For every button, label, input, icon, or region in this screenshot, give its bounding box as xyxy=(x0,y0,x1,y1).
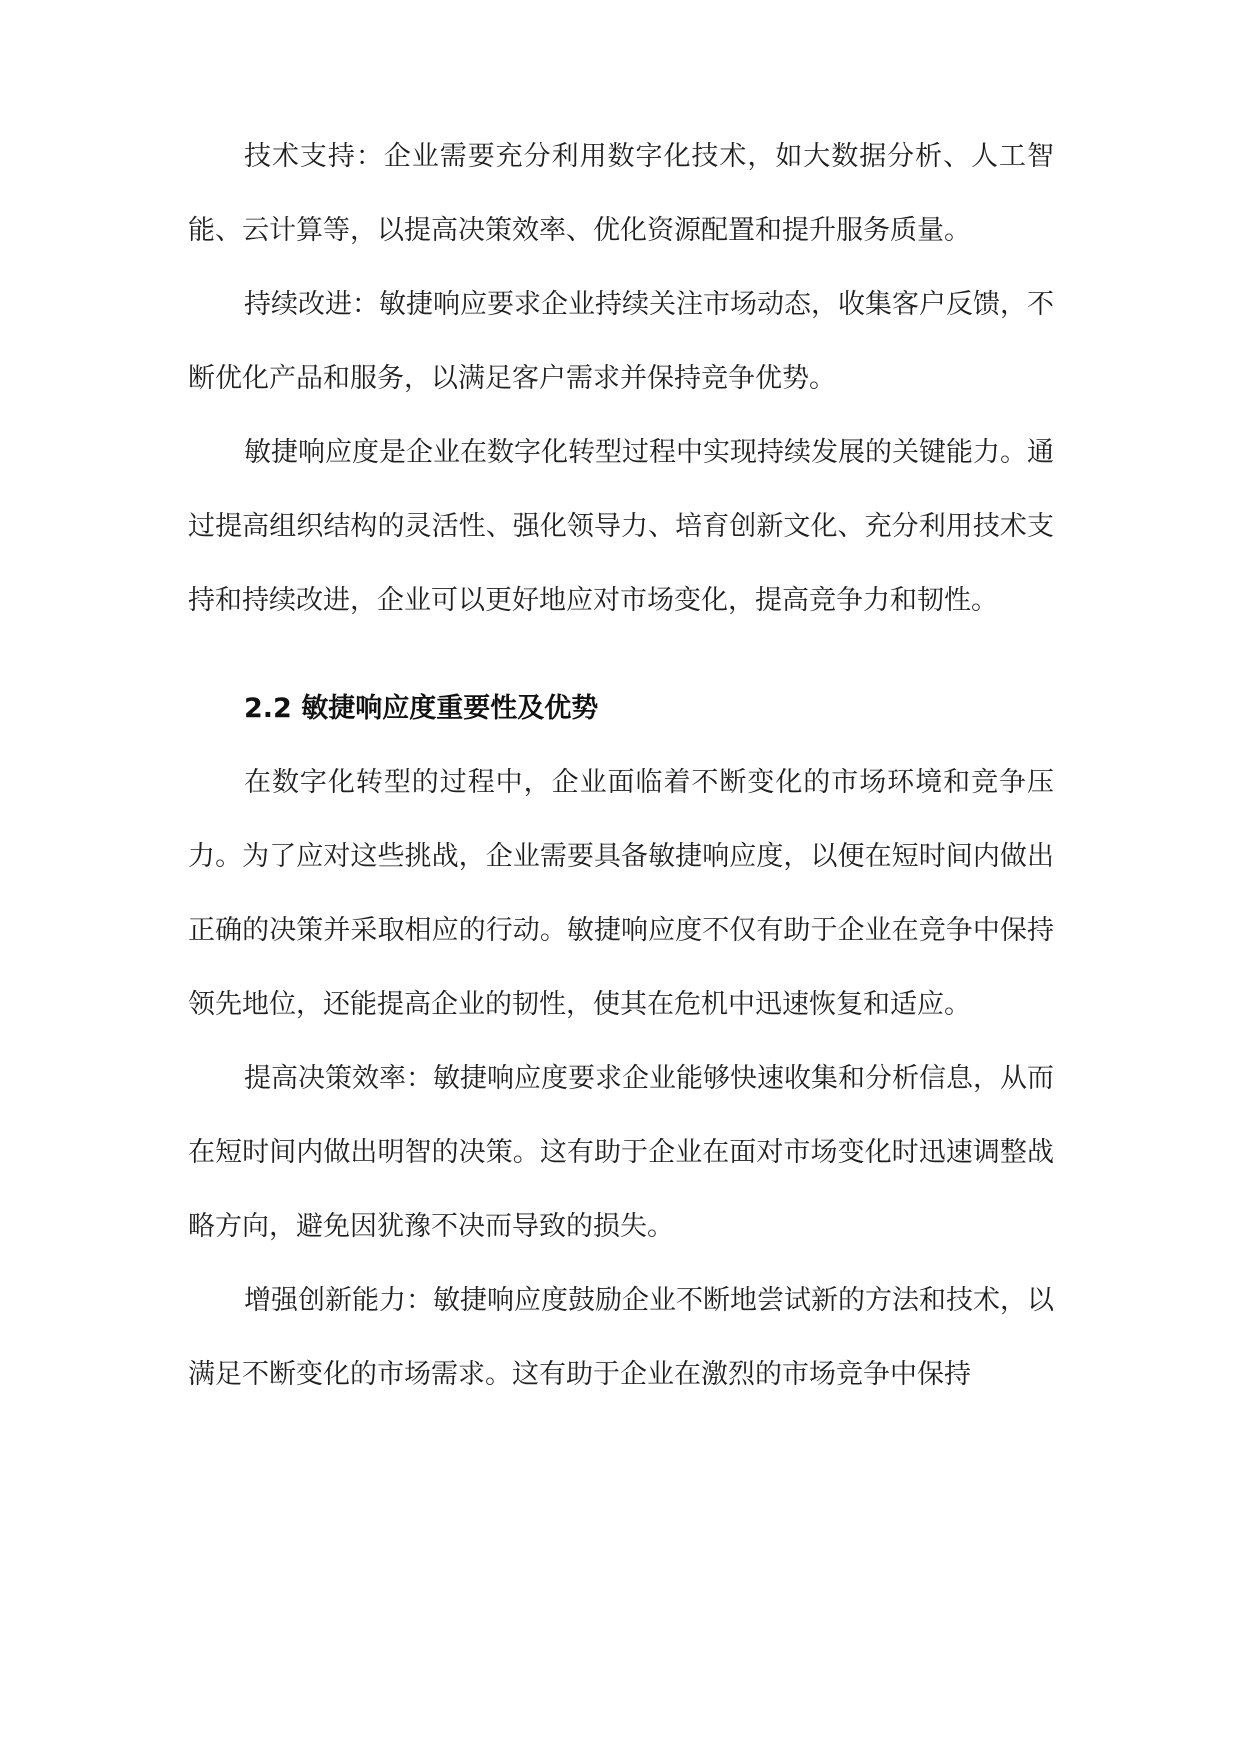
paragraph-section-intro: 在数字化转型的过程中，企业面临着不断变化的市场环境和竞争压力。为了应对这些挑战，企业需要具备敏捷响应度，以便在短时间内做出正确的决策并采取相应的行动。敏捷响应度不仅有助于企业在竞争中保持领先地位，还能提高企业的韧性，使其在危机中迅速恢复和适应。 xyxy=(188,767,1054,1020)
paragraph-innovation-ability: 增强创新能力：敏捷响应度鼓励企业不断地尝试新的方法和技术，以满足不断变化的市场需求。这有助于企业在激烈的市场竞争中保持 xyxy=(188,1285,1054,1390)
document-body xyxy=(188,120,1054,1412)
section-heading: 2.2 敏捷响应度重要性及优势 xyxy=(244,693,599,724)
paragraph-technical-support: 技术支持：企业需要充分利用数字化技术，如大数据分析、人工智能、云计算等，以提高决策效率、优化资源配置和提升服务质量。 xyxy=(188,141,1054,246)
section-gap xyxy=(188,638,1054,672)
paragraph-agile-summary: 敏捷响应度是企业在数字化转型过程中实现持续发展的关键能力。通过提高组织结构的灵活性、强化领导力、培育创新文化、充分利用技术支持和持续改进，企业可以更好地应对市场变化，提高竞争力和韧性。 xyxy=(188,437,1054,616)
paragraph-continuous-improvement: 持续改进：敏捷响应要求企业持续关注市场动态，收集客户反馈，不断优化产品和服务，以满足客户需求并保持竞争优势。 xyxy=(188,289,1054,394)
paragraph-decision-efficiency: 提高决策效率：敏捷响应度要求企业能够快速收集和分析信息，从而在短时间内做出明智的决策。这有助于企业在面对市场变化时迅速调整战略方向，避免因犹豫不决而导致的损失。 xyxy=(188,1063,1054,1242)
